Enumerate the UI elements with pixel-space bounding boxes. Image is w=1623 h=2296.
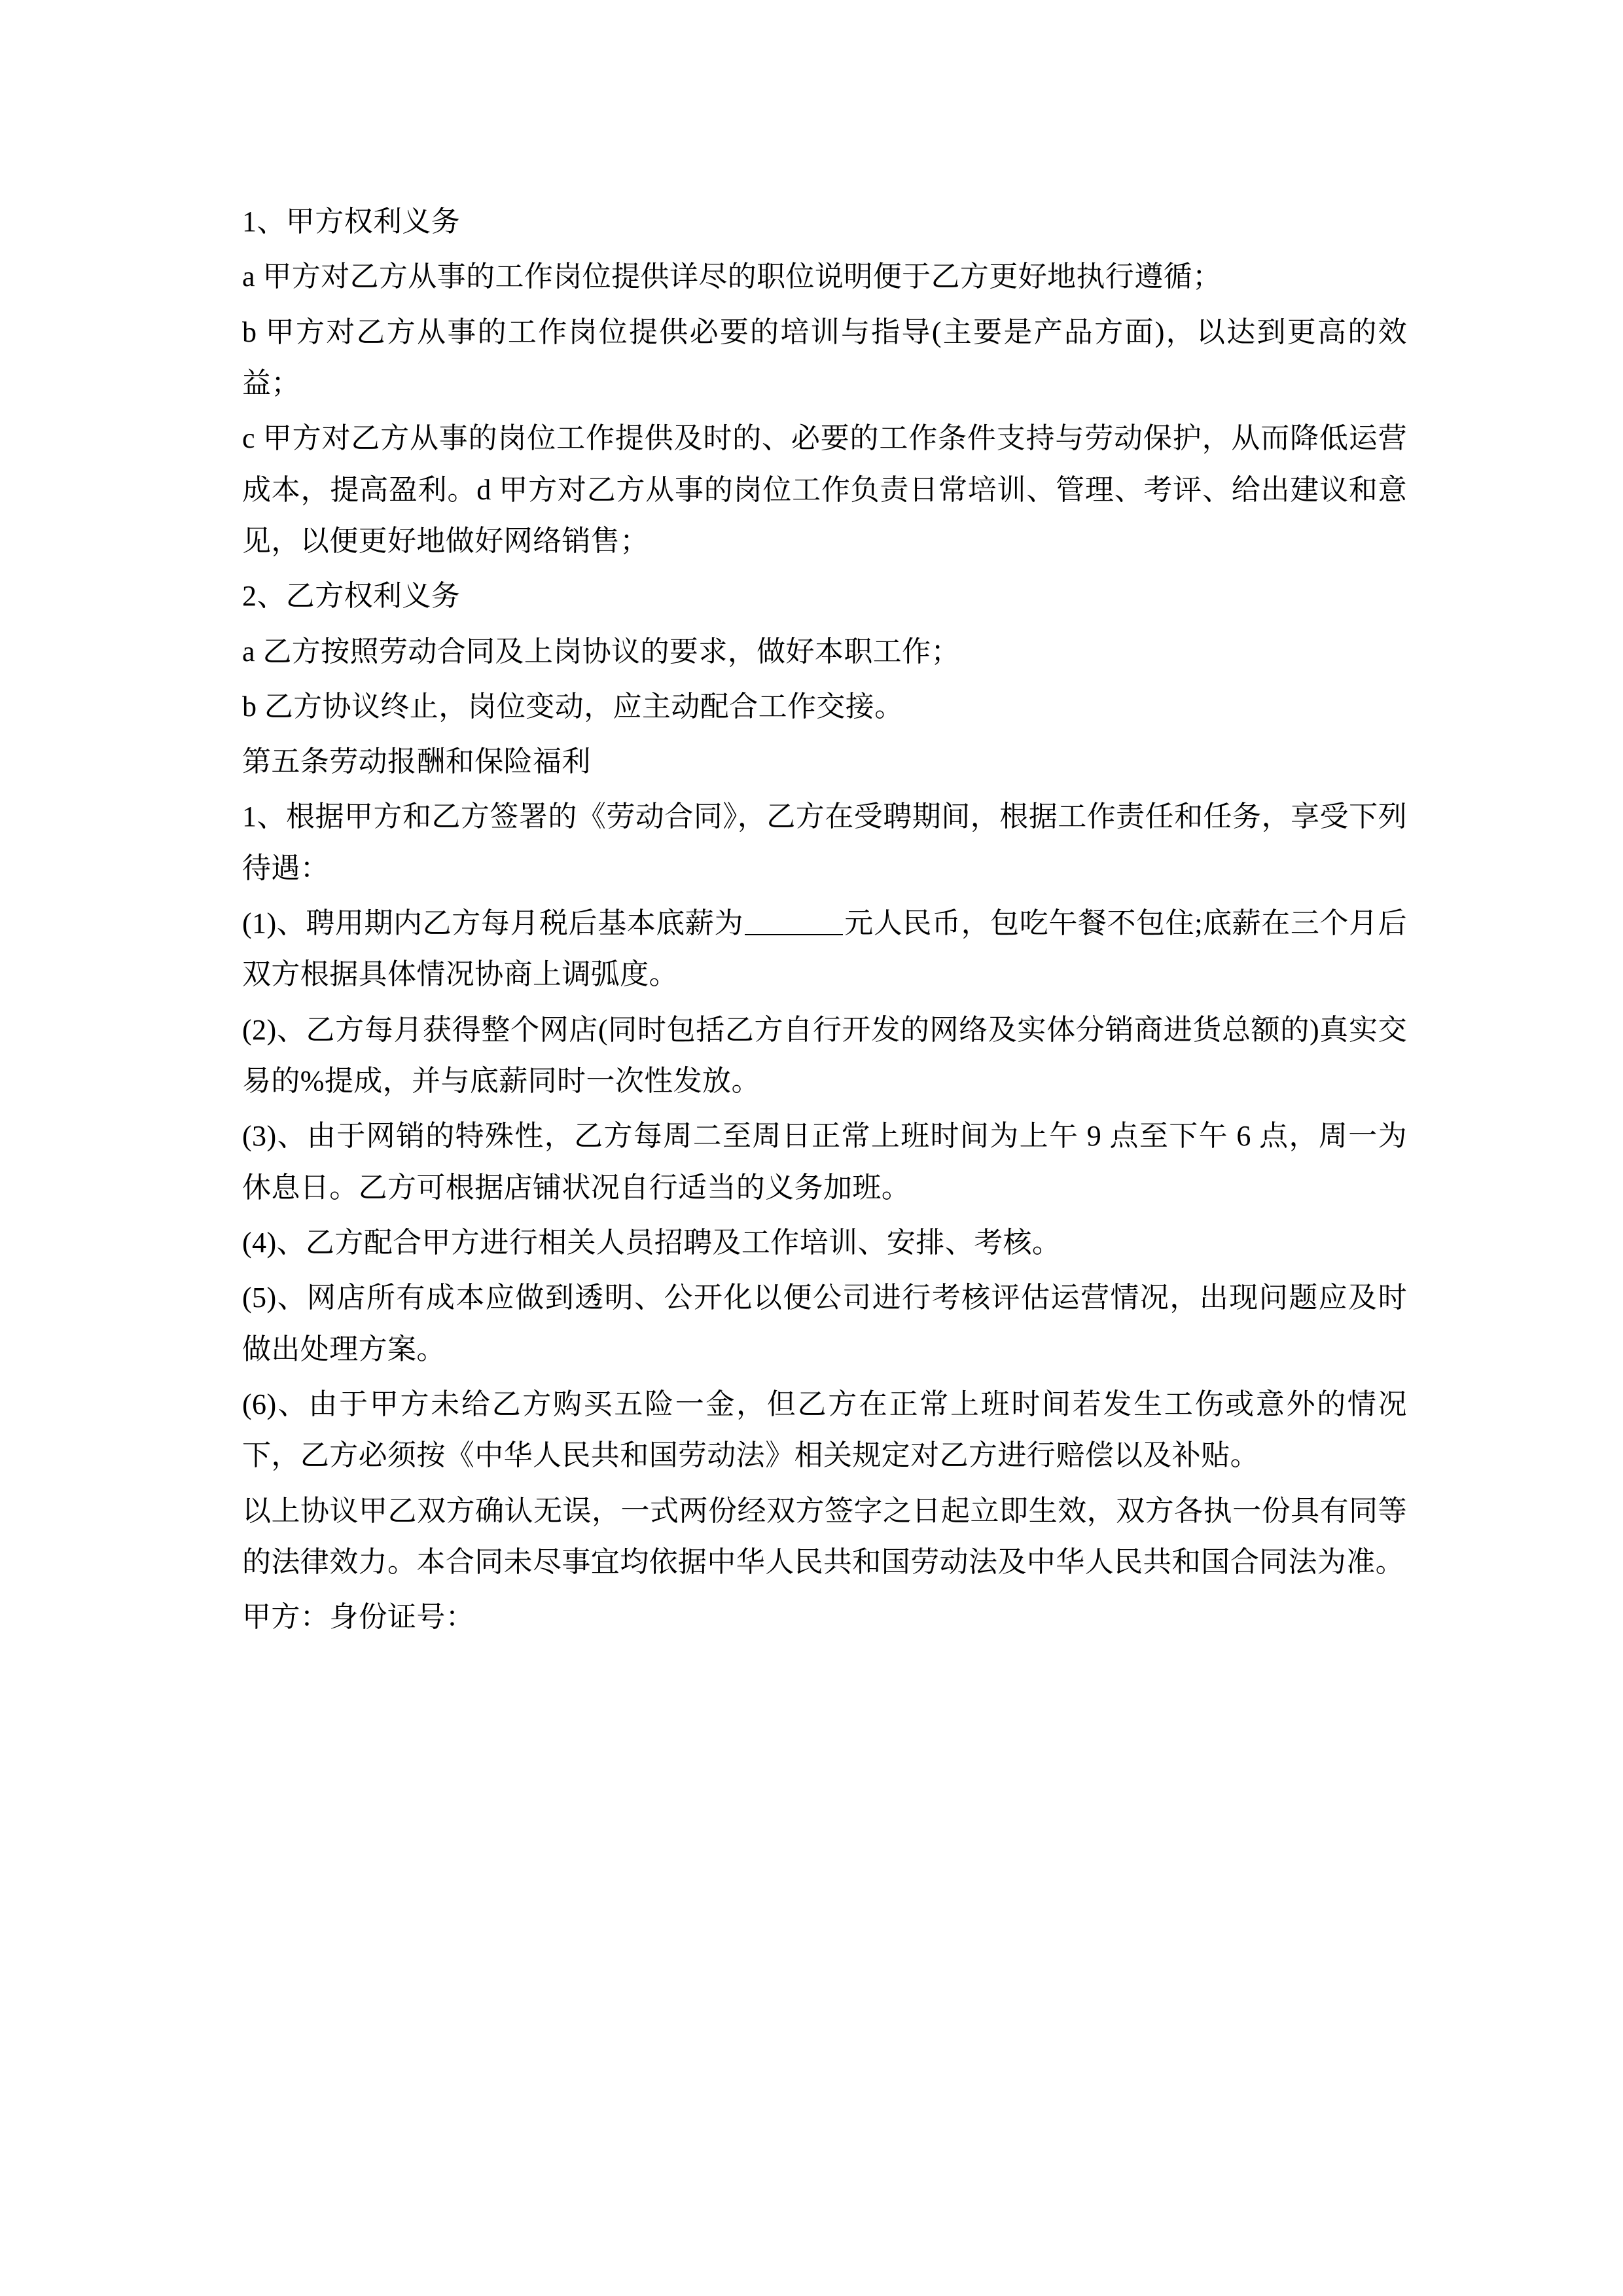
paragraph-item-3: (3)、由于网销的特殊性，乙方每周二至周日正常上班时间为上午 9 点至下午 6 点，周一为休息日。乙方可根据店铺状况自行适当的义务加班。 [242,1120,1407,1204]
paragraph-item-6: (6)、由于甲方未给乙方购买五险一金，但乙方在正常上班时间若发生工伤或意外的情况下，乙方必须按《中华人民共和国劳动法》相关规定对乙方进行赔偿以及补贴。 [242,1388,1407,1472]
paragraph-item-1-suffix: 元人民币，包吃午餐不包住;底薪在三个月后双方根据具体情况协商上调弧度。 [242,907,1407,991]
paragraph-section-2-heading: 2、乙方权利义务 [242,580,461,613]
paragraph-2b: b 乙方协议终止，岗位变动，应主动配合工作交接。 [242,690,904,723]
paragraph-2a: a 乙方按照劳动合同及上岗协议的要求，做好本职工作； [242,635,960,668]
paragraph-article-five-intro: 1、根据甲方和乙方签署的《劳动合同》，乙方在受聘期间，根据工作责任和任务，享受下列待遇： [242,800,1407,884]
paragraph-item-4: (4)、乙方配合甲方进行相关人员招聘及工作培训、安排、考核。 [242,1226,1061,1259]
paragraph-article-five-heading: 第五条劳动报酬和保险福利 [242,745,591,778]
paragraph-item-1-prefix: (1)、聘用期内乙方每月税后基本底薪为 [242,907,744,940]
salary-blank-fill[interactable] [745,934,843,935]
paragraph-item-5: (5)、网店所有成本应做到透明、公开化以便公司进行考核评估运营情况，出现问题应及时做出处理方案。 [242,1282,1407,1365]
paragraph-section-1-heading: 1、甲方权利义务 [242,206,461,238]
document-body [242,196,1407,1643]
paragraph-item-1 [242,898,1407,1001]
paragraph-1a: a 甲方对乙方从事的工作岗位提供详尽的职位说明便于乙方更好地执行遵循； [242,260,1222,293]
paragraph-1c: c 甲方对乙方从事的岗位工作提供及时的、必要的工作条件支持与劳动保护，从而降低运营成本，提高盈利。d 甲方对乙方从事的岗位工作负责日常培训、管理、考评、给出建议和意见，以便更好地做好网络销售； [242,422,1407,557]
paragraph-signature-party-a: 甲方：身份证号： [242,1601,475,1634]
paragraph-item-2: (2)、乙方每月获得整个网店(同时包括乙方自行开发的网络及实体分销商进货总额的)真实交易的%提成，并与底薪同时一次性发放。 [242,1013,1407,1097]
paragraph-1b: b 甲方对乙方从事的工作岗位提供必要的培训与指导(主要是产品方面)，以达到更高的效益； [242,315,1407,399]
paragraph-closing-statement: 以上协议甲乙双方确认无误，一式两份经双方签字之日起立即生效，双方各执一份具有同等的法律效力。本合同未尽事宜均依据中华人民共和国劳动法及中华人民共和国合同法为准。 [242,1494,1407,1578]
